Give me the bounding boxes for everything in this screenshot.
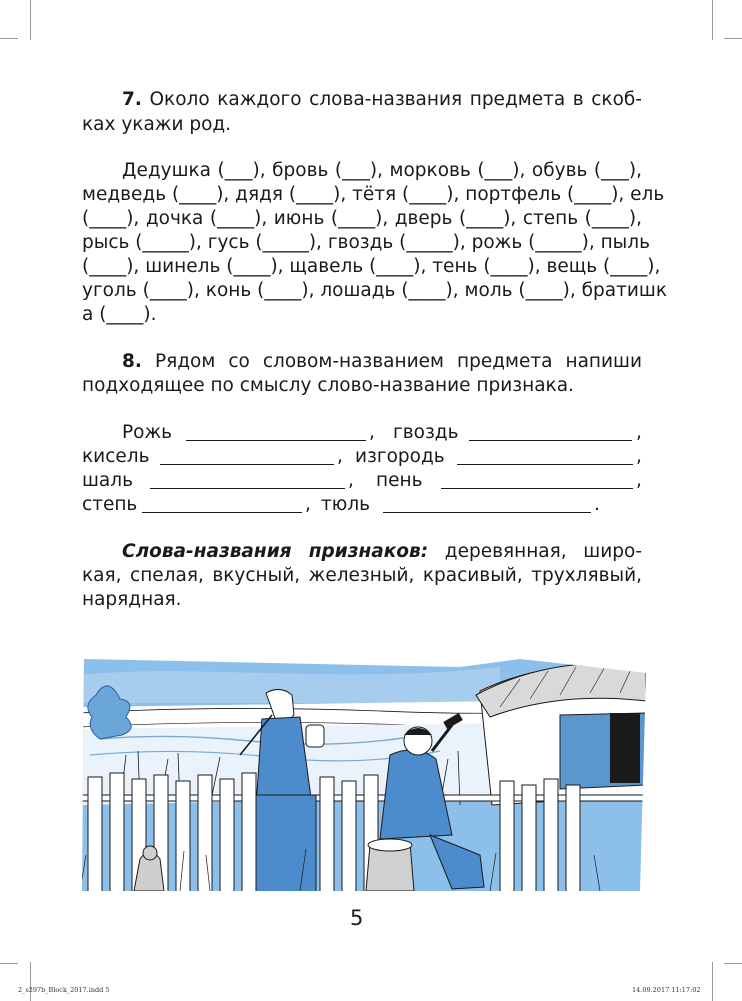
answer-blank[interactable] [383,512,591,513]
crop-mark [724,38,742,39]
answer-blank[interactable] [150,488,345,489]
crop-mark [30,0,31,40]
task8-sep: , [636,446,642,467]
crop-mark [724,963,742,964]
task7-title-text: Около каждого слова-названия предмета в скоб- [149,89,642,110]
page-number: 5 [350,906,364,930]
answer-blank[interactable] [160,464,334,465]
footer-file-info: 2_s297b_Block_2017.indd 5 [18,986,110,994]
answer-blank[interactable] [186,440,366,441]
task8-sep: , [369,422,375,443]
task8-sep: , [305,494,311,515]
task8-word: степь [82,494,138,515]
task7-line: медведь (____), дядя (____), тётя (____), портфель (____), ель [82,184,665,205]
task7-line: рысь (_____), гусь (_____), гвоздь (_____), рожь (_____), пыль [82,232,651,253]
task8-word: тюль [321,494,371,515]
hint-label: Слова-названия признаков: [122,541,429,562]
task8-word: Рожь [122,422,173,443]
answer-blank[interactable] [142,512,302,513]
task8-word: пень [376,470,423,491]
task8-word: гвоздь [393,422,459,443]
task8-sep: . [594,494,600,515]
crop-mark [30,962,31,1001]
crop-mark [712,0,713,40]
task7-line: а (____). [82,304,157,325]
footer-timestamp: 14.09.2017 11:17:02 [632,986,701,994]
task8-word: кисель [82,446,150,467]
hint-line3: нарядная. [82,589,182,610]
task8-number: 8. [122,351,142,372]
task8-title-line2: подходящее по смыслу слово-название признака. [82,375,574,396]
task7-title-line2: ках укажи род. [82,114,232,135]
task8-word: шаль [82,470,133,491]
answer-blank[interactable] [457,464,633,465]
task7-line: (____), шинель (____), щавель (____), тень (____), вещь (____), [82,256,661,277]
hint-line1 [122,540,642,564]
task7-title-line1 [122,88,642,112]
crop-mark [0,963,18,964]
task7-line: уголь (____), конь (____), лошадь (____), моль (____), братишк [82,280,668,301]
task8-sep: , [337,446,343,467]
task8-sep: , [636,470,642,491]
illustration-village-scene [80,655,646,895]
task8-sep: , [636,422,642,443]
hint-text: деревянная, широ- [444,541,642,562]
task7-line: (____), дочка (____), июнь (____), дверь (____), степь (____), [82,208,642,229]
crop-mark [0,38,18,39]
task8-word: изгородь [355,446,445,467]
task7-line: Дедушка (___), бровь (___), морковь (___), обувь (___), [122,160,642,181]
task8-title-text: Рядом со словом-названием предмета напиши [154,351,642,372]
task8-sep: , [348,470,354,491]
crop-mark [712,962,713,1001]
task8-title-line1 [122,350,642,374]
task7-number: 7. [122,89,142,110]
hint-line2: кая, спелая, вкусный, железный, красивый, трухлявый, [82,565,642,586]
answer-blank[interactable] [469,440,632,441]
answer-blank[interactable] [441,488,633,489]
